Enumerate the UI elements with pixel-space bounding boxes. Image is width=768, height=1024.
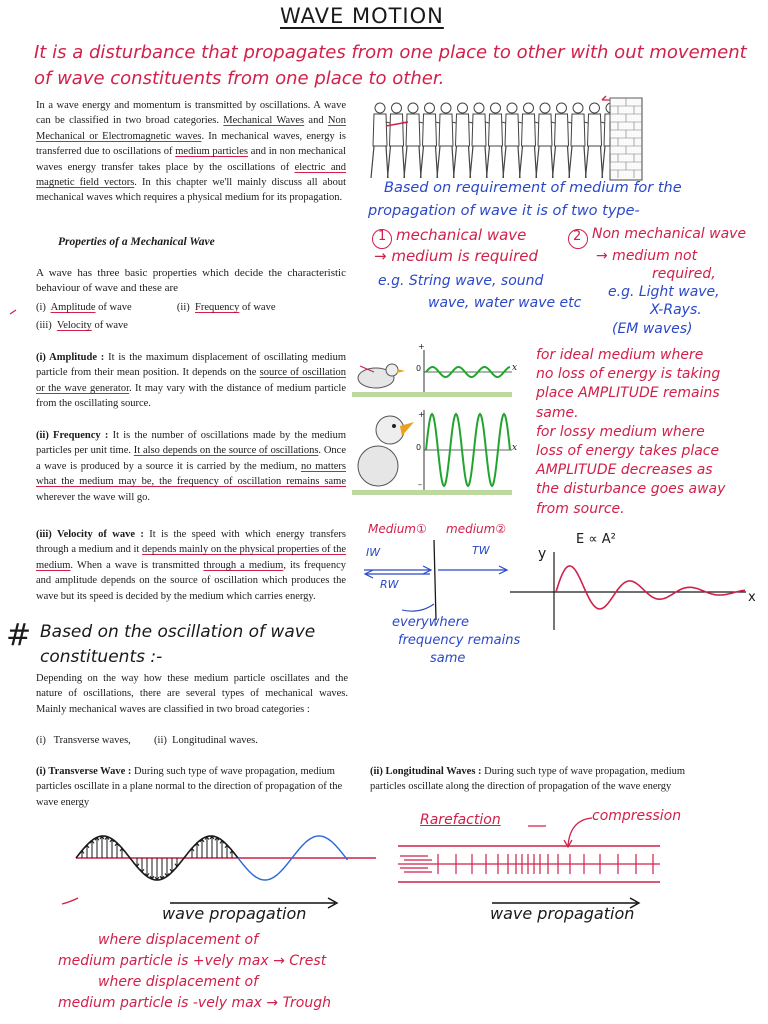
person-head — [507, 103, 517, 113]
person-legs — [586, 146, 603, 178]
person-head — [474, 103, 484, 113]
person-head — [408, 103, 418, 113]
person-legs — [569, 146, 586, 178]
prop-velocity: Velocity — [56, 320, 92, 332]
red-annotation-marks — [10, 310, 20, 320]
classification-line-2: propagation of wave it is of two type- — [368, 203, 640, 219]
nonmechanical-waves-term: Non Mechanical or Electromagnetic waves — [36, 115, 346, 142]
transverse-head: (i) Transverse Wave : — [36, 766, 132, 777]
incident-wave-label: IW — [366, 546, 381, 559]
trough-line-2: medium particle is -vely max → Trough — [58, 995, 331, 1011]
bird-large-wave-illustration — [352, 408, 522, 498]
frequency-source: It also depends on the source of oscillations — [133, 445, 319, 457]
person-head — [557, 103, 567, 113]
person-body — [555, 114, 569, 146]
bird-bottom-body — [358, 446, 398, 486]
person-legs — [503, 146, 520, 178]
person-body — [406, 114, 420, 146]
crest-note — [58, 930, 378, 1014]
medium-notes — [536, 346, 766, 519]
prop-num-1: (i) — [36, 302, 46, 313]
prop-num-2: (ii) — [176, 302, 190, 313]
velocity-text-1: It is the speed with which energy transfers through a medium and it — [36, 529, 346, 556]
bird-top-beak — [397, 369, 405, 373]
person-body — [456, 114, 470, 146]
velocity-text-5: , its frequency and amplitude depends on the source of oscillation which produces the wave but its speed is decided by the medium which carries energy. — [36, 559, 346, 602]
type-longitudinal: Longitudinal waves. — [172, 735, 258, 746]
transmitted-wave-label: TW — [472, 544, 490, 557]
amplitude-head: (i) Amplitude : — [36, 352, 105, 363]
person-body — [522, 114, 536, 146]
person-legs — [487, 146, 504, 178]
longitudinal-text: During such type of wave propagation, medium particles oscillate along the direction of propagation of the wave energy — [370, 766, 686, 793]
amplitude-text-3: . It may vary with the distance of medium particle from the oscillating source. — [36, 382, 346, 410]
wave-definition: It is a disturbance that propagates from one place to other with out movement of wave constituents from one place to other. — [34, 42, 747, 89]
velocity-text-3: . When a wave is transmitted — [70, 559, 204, 571]
stray-check-mark — [62, 898, 82, 908]
nonmech-example-2: X-Rays. — [650, 302, 702, 318]
prop-amplitude: Amplitude — [50, 302, 96, 313]
amplitude-paragraph — [36, 350, 346, 412]
person-legs — [404, 146, 421, 178]
medium-not-required-2: required, — [652, 266, 716, 282]
person-legs — [520, 146, 537, 178]
intro-and: and — [304, 115, 328, 127]
frequency-same: no matters what the medium may be, the frequency of oscillation remains same — [36, 460, 347, 488]
intro-text-1: In a wave energy and momentum is transmitted by oscillations. A wave can be classified in two broad categories. — [36, 100, 346, 127]
compression-label: compression — [592, 808, 682, 824]
transverse-text: During such type of wave propagation, medium particles oscillate in a plane normal to the direction of propagation of the wave energy — [36, 766, 343, 808]
longitudinal-head: (ii) Longitudinal Waves : — [370, 766, 482, 777]
person-head — [590, 103, 600, 113]
grass-strip-top — [352, 392, 512, 397]
medium-2-label: medium② — [446, 522, 507, 536]
bird-bottom-plus: + — [418, 410, 425, 419]
velocity-medium: depends mainly on the physical properties of the medium — [36, 544, 347, 571]
energy-amplitude-relation: E ∝ A² — [576, 532, 616, 547]
person-legs — [553, 146, 570, 178]
medium-note-4: same. — [536, 404, 579, 421]
brick-wall — [610, 98, 642, 180]
mech-number: 1 — [378, 229, 387, 244]
transverse-paragraph — [36, 764, 356, 810]
oscillation-heading-1: Based on the oscillation of wave — [40, 622, 316, 642]
field-vectors-term: electric and magnetic field vectors — [36, 161, 346, 189]
crest-line-2: medium particle is +vely max → Crest — [58, 953, 327, 969]
longitudinal-paragraph — [370, 764, 700, 795]
person-head — [573, 103, 583, 113]
prop-velocity-tail: of wave — [91, 320, 128, 332]
medium-required: → medium is required — [374, 247, 539, 265]
mech-example-2: wave, water wave etc — [428, 295, 582, 311]
longitudinal-propagation-label: wave propagation — [490, 904, 635, 923]
frequency-text-5: wherever the wave will go. — [36, 491, 150, 503]
oscillation-paragraph: Depending on the way how these medium particle oscillates and the nature of oscillations, there are several types of mechanical waves. Mainly mechanical waves are classified in two broad categories : — [36, 673, 348, 715]
frequency-head: (ii) Frequency : — [36, 430, 109, 441]
velocity-paragraph — [36, 527, 346, 604]
property-list — [36, 300, 356, 334]
medium-note-3: place AMPLITUDE remains — [536, 385, 720, 402]
bird-top-head — [386, 364, 398, 376]
person-legs — [388, 146, 405, 178]
medium-note-8: the disturbance goes away — [536, 481, 726, 498]
person-body — [588, 114, 602, 146]
intro-paragraph — [36, 98, 346, 206]
type-transverse: Transverse waves, — [53, 735, 131, 746]
frequency-paragraph — [36, 428, 346, 505]
person-body — [538, 114, 552, 146]
medium-note-5: for lossy medium where — [536, 423, 705, 440]
damped-wave — [556, 566, 745, 609]
people-chain-illustration — [366, 98, 646, 188]
bird-small-wave-illustration — [352, 344, 522, 404]
damped-x-label: x — [748, 590, 756, 605]
person-head — [441, 103, 451, 113]
medium-note-7: AMPLITUDE decreases as — [536, 462, 713, 479]
mechanical-wave-label: mechanical wave — [396, 226, 527, 244]
prop-frequency-tail: of wave — [239, 302, 276, 313]
nonmech-number: 2 — [573, 229, 582, 244]
people-figures — [371, 103, 625, 178]
medium-note-2: no loss of energy is taking — [536, 366, 721, 383]
person-head — [375, 103, 385, 113]
person-body — [423, 114, 437, 146]
nonmech-example-3: (EM waves) — [612, 321, 693, 337]
person-head — [491, 103, 501, 113]
frequency-note-1: everywhere — [392, 615, 469, 630]
medium-particles-term: medium particles — [175, 146, 249, 158]
amplitude-source: source of oscillation or the wave generator — [36, 367, 346, 394]
mechanical-waves-term: Mechanical Waves — [223, 115, 305, 127]
properties-heading: Properties of a Mechanical Wave — [58, 236, 215, 248]
person-legs — [437, 146, 454, 178]
trough-line-1: where displacement of — [98, 974, 259, 990]
bird-bottom-zero: 0 — [416, 443, 422, 452]
properties-intro: A wave has three basic properties which decide the characteristic behaviour of wave and these are — [36, 267, 346, 295]
bird-bottom-head — [376, 416, 404, 444]
amplitude-text-1: It is the maximum displacement of oscillating medium particle from their mean position. It depends on the — [36, 352, 346, 379]
prop-frequency: Frequency — [195, 302, 240, 313]
person-body — [505, 114, 519, 146]
medium-not-required-1: → medium not — [596, 248, 698, 264]
grass-strip-bottom — [352, 490, 512, 495]
prop-amplitude-tail: of wave — [95, 302, 132, 313]
bird-bottom-x: x — [512, 443, 518, 453]
velocity-through: through a medium — [203, 559, 284, 571]
bird-top-zero: 0 — [416, 364, 422, 373]
hash-mark: # — [6, 618, 32, 653]
person-legs — [454, 146, 471, 178]
classification-line-1: Based on requirement of medium for the — [384, 180, 682, 196]
bird-top-x: x — [512, 363, 518, 373]
medium-note-9: from source. — [536, 500, 625, 517]
frequency-note-2: frequency remains — [398, 633, 521, 648]
person-body — [439, 114, 453, 146]
person-head — [458, 103, 468, 113]
medium-1-label: Medium① — [368, 522, 427, 536]
damped-y-label: y — [538, 546, 547, 562]
reflected-wave-label: RW — [380, 578, 399, 591]
intro-text-4: . In this chapter we'll mainly discuss all about mechanical waves which requires a physical medium for its propagation. — [36, 177, 346, 204]
person-legs — [536, 146, 553, 178]
medium-note-1: for ideal medium where — [536, 347, 704, 363]
rarefaction-label: Rarefaction — [420, 812, 501, 828]
person-head — [540, 103, 550, 113]
type-num-2: (ii) — [154, 735, 167, 746]
person-body — [390, 114, 404, 146]
person-head — [524, 103, 534, 113]
person-legs — [470, 146, 487, 178]
nonmechanical-wave-label: Non mechanical wave — [592, 226, 747, 242]
frequency-text-3: . Once a wave is produced by a source it is carried by the medium, — [36, 445, 346, 472]
wave-types — [36, 733, 356, 748]
nonmech-example-1: e.g. Light wave, — [608, 284, 720, 300]
frequency-text-1: It is the number of oscillations made by the medium particles per unit time. — [36, 430, 346, 457]
bird-bottom-eye — [392, 424, 396, 428]
prop-num-3: (iii) — [36, 320, 52, 332]
person-body — [571, 114, 585, 146]
intro-text-3: and in non mechanical waves energy transfer takes place by the oscillations of — [36, 146, 346, 173]
page-title: WAVE MOTION — [280, 4, 444, 28]
interface-line — [434, 540, 436, 620]
person-legs — [371, 146, 388, 178]
person-body — [489, 114, 503, 146]
medium-note-6: loss of energy takes place — [536, 443, 720, 460]
transverse-propagation-label: wave propagation — [162, 904, 307, 923]
velocity-head: (iii) Velocity of wave : — [36, 529, 144, 540]
frequency-note-3: same — [430, 651, 466, 666]
type-num-1: (i) — [36, 735, 46, 746]
damped-wave-sketch — [510, 552, 750, 632]
person-body — [373, 114, 387, 146]
bird-top-plus: + — [418, 342, 425, 351]
mech-example-1: e.g. String wave, sound — [378, 273, 544, 289]
person-head — [392, 103, 402, 113]
crest-line-1: where displacement of — [98, 932, 259, 948]
person-legs — [421, 146, 438, 178]
person-head — [425, 103, 435, 113]
transverse-wave-diagram — [76, 828, 376, 888]
longitudinal-wave-diagram — [398, 840, 668, 890]
bird-bottom-minus: – — [418, 480, 422, 489]
intro-text-2: . In mechanical waves, energy is transferred due to oscillations of — [36, 130, 346, 158]
oscillation-heading-2: constituents :- — [40, 647, 163, 667]
person-body — [472, 114, 486, 146]
